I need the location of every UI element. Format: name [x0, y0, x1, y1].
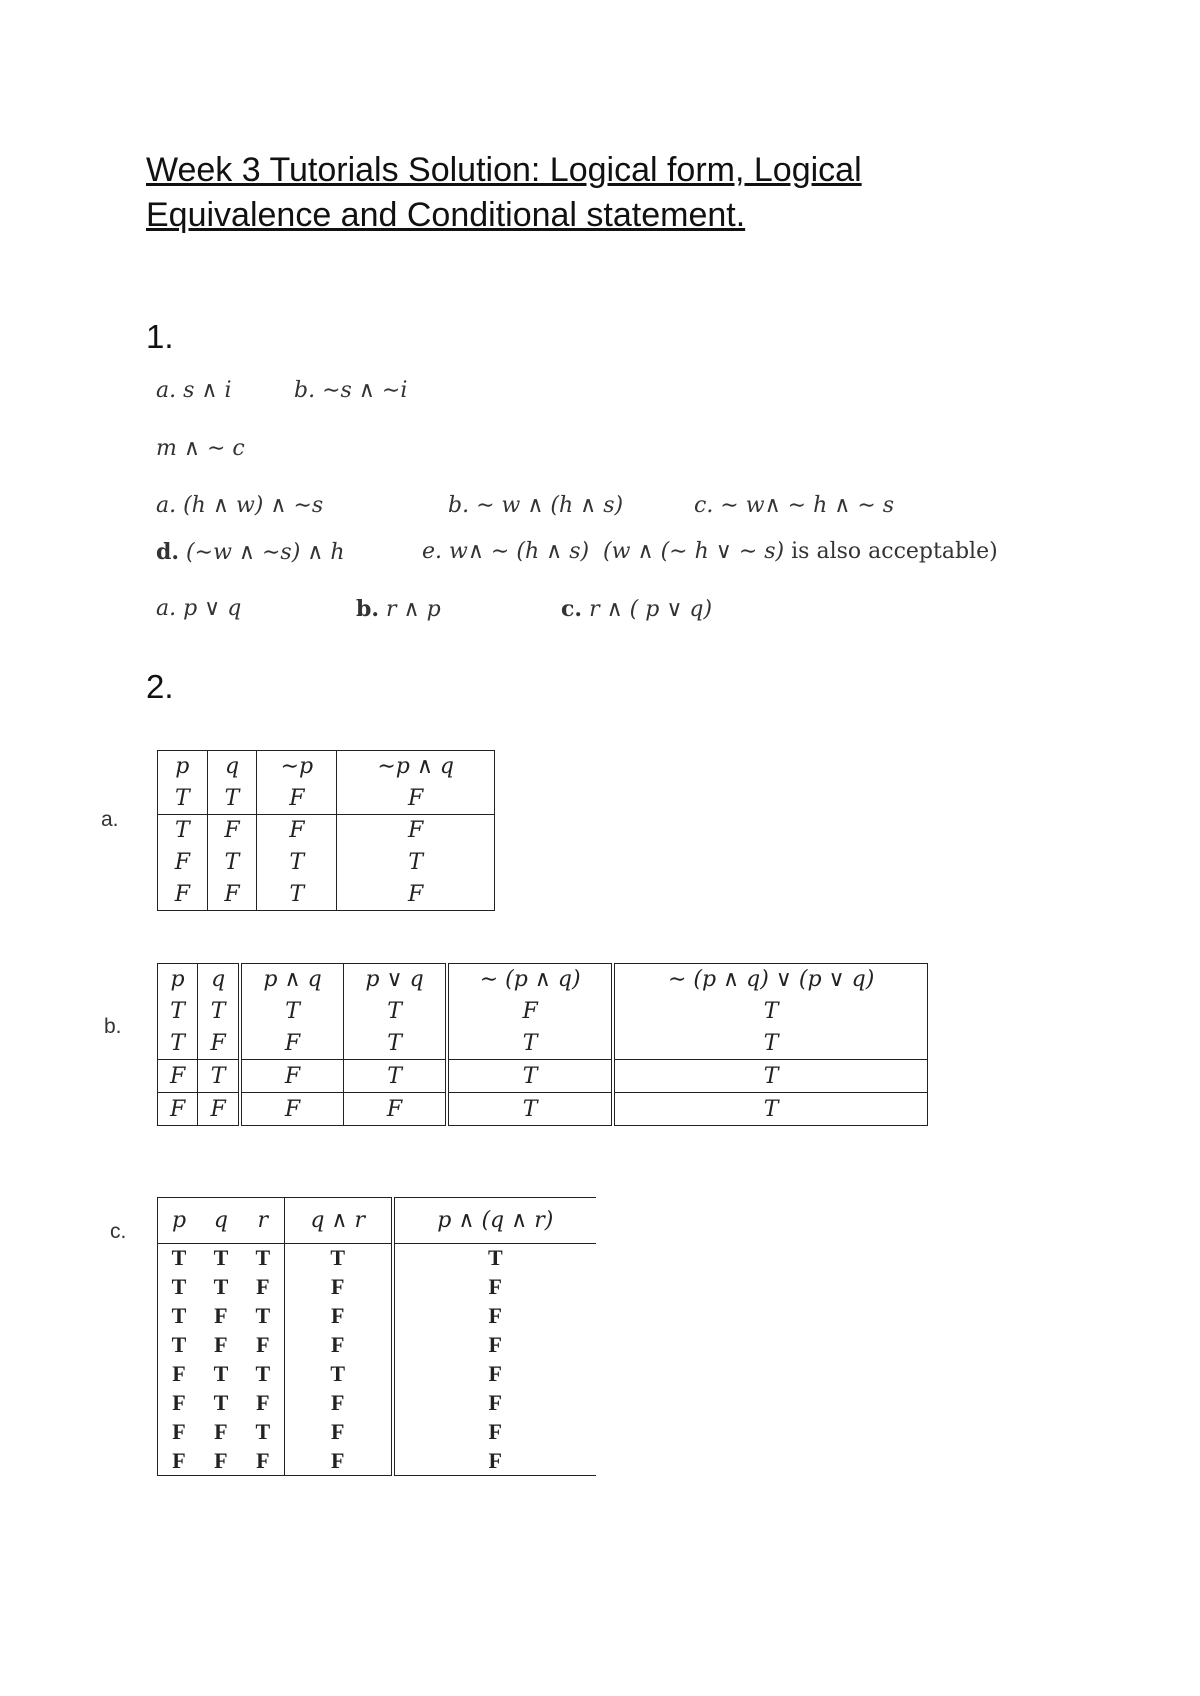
table-cell: F	[207, 878, 257, 910]
table-cell: F	[337, 815, 495, 847]
answer-1-3b: b. ∼ w ∧ (h ∧ s)	[448, 493, 624, 518]
answer-1-5b-expr: r ∧ p	[386, 597, 441, 622]
table-row	[158, 1243, 597, 1272]
document-title	[146, 148, 862, 238]
table-cell: F	[337, 783, 495, 815]
table-cell: T	[613, 1093, 927, 1126]
answer-1-4d	[156, 539, 345, 565]
answer-1-5a: a. p ∨ q	[156, 596, 242, 621]
table-cell: T	[447, 1093, 613, 1126]
table-cell: F	[158, 1060, 198, 1093]
table-cell: F	[198, 1028, 240, 1060]
table-cell: F	[158, 878, 208, 910]
table-cell: T	[213, 1274, 229, 1300]
table-cell: F	[240, 1060, 344, 1093]
table-header-row	[158, 751, 495, 783]
table-cell: T	[393, 1243, 596, 1272]
table-cell: q ∧ r	[284, 1198, 392, 1244]
table-cell: q	[200, 1198, 242, 1244]
table-row	[158, 847, 495, 879]
table-cell: F	[284, 1388, 392, 1417]
table-cell: T	[171, 1245, 187, 1271]
answer-1-5c	[561, 596, 712, 622]
table-cell: q	[207, 751, 257, 783]
title-line-2: Equivalence and Conditional statement.	[146, 196, 746, 234]
table-cell: T	[257, 847, 337, 879]
table-cell: F	[172, 1447, 186, 1473]
table-cell: T	[337, 847, 495, 879]
table-cell: T	[207, 847, 257, 879]
table-cell: ∼p ∧ q	[337, 751, 495, 783]
table-row	[158, 1446, 597, 1475]
table-cell: F	[214, 1303, 228, 1329]
label-d: d.	[156, 539, 180, 565]
table-cell: F	[172, 1360, 186, 1386]
table-cell: T	[447, 1028, 613, 1060]
table-cell: q	[198, 964, 240, 996]
table-cell: T	[158, 815, 208, 847]
table-cell: T	[344, 1028, 448, 1060]
table-cell: F	[284, 1273, 392, 1302]
table-cell: F	[393, 1359, 596, 1388]
table-cell: T	[284, 1243, 392, 1272]
table-cell: F	[337, 878, 495, 910]
answer-1-1a: a. s ∧ i	[156, 378, 232, 403]
truth-table-b	[157, 963, 928, 1126]
table-cell: T	[255, 1418, 271, 1444]
table-cell: T	[158, 783, 208, 815]
question-2-number: 2.	[146, 668, 174, 705]
table-header-row	[158, 1198, 597, 1244]
table-cell: F	[214, 1332, 228, 1357]
table-cell: F	[393, 1331, 596, 1360]
table-cell: F	[256, 1447, 270, 1473]
table-cell: T	[213, 1360, 229, 1386]
table-cell: T	[344, 1060, 448, 1093]
answer-1-3c: c. ∼ w∧ ∼ h ∧ ∼ s	[694, 493, 895, 518]
table-cell: r	[242, 1198, 285, 1244]
table-row	[158, 1331, 597, 1360]
table-cell: T	[344, 996, 448, 1028]
table-cell: T	[255, 1245, 271, 1271]
table-header-row	[158, 964, 928, 996]
table-row	[158, 1028, 928, 1060]
table-row	[158, 878, 495, 910]
table-cell: F	[284, 1417, 392, 1446]
table-cell: T	[213, 1389, 229, 1415]
table-cell: T	[257, 878, 337, 910]
table-row	[158, 783, 495, 815]
table-cell: T	[213, 1245, 229, 1271]
table-cell: F	[158, 1093, 198, 1126]
question-1-number: 1.	[146, 318, 174, 355]
table-row	[158, 1388, 597, 1417]
table-cell: F	[393, 1417, 596, 1446]
table-cell: F	[240, 1028, 344, 1060]
table-cell: p	[158, 964, 198, 996]
title-line-1: Week 3 Tutorials Solution: Logical form, Logical	[146, 151, 862, 189]
table-cell: F	[393, 1273, 596, 1302]
table-cell: F	[214, 1418, 228, 1444]
table-cell: F	[344, 1093, 448, 1126]
table-cell: p ∨ q	[344, 964, 448, 996]
table-cell: p ∧ (q ∧ r)	[393, 1198, 596, 1244]
answer-1-3a: a. (h ∧ w) ∧ ∼s	[156, 493, 324, 518]
table-cell: T	[158, 1028, 198, 1060]
table-cell: ∼ (p ∧ q) ∨ (p ∨ q)	[613, 964, 927, 996]
table-cell: p	[158, 751, 208, 783]
table-cell: T	[255, 1303, 271, 1329]
answer-1-5b	[356, 596, 441, 622]
table-row	[158, 1359, 597, 1388]
table-cell: T	[447, 1060, 613, 1093]
label-b: b.	[356, 596, 380, 622]
answer-1-5c-expr: r ∧ ( p ∨ q)	[589, 597, 713, 622]
table-cell: F	[284, 1331, 392, 1360]
table-cell: p ∧ q	[240, 964, 344, 996]
table-row	[158, 1417, 597, 1446]
answer-1-2: m ∧ ∼ c	[156, 436, 245, 461]
table-row	[158, 815, 495, 847]
table-cell: T	[284, 1359, 392, 1388]
table-row	[158, 1273, 597, 1302]
table-cell: T	[171, 1332, 187, 1357]
table-b-label: b.	[104, 1015, 122, 1038]
table-a-label: a.	[101, 808, 119, 831]
table-cell: F	[393, 1302, 596, 1331]
table-cell: F	[214, 1447, 228, 1473]
table-cell: T	[255, 1360, 271, 1386]
table-cell: F	[207, 815, 257, 847]
table-cell: ∼ (p ∧ q)	[447, 964, 613, 996]
table-row	[158, 1093, 928, 1126]
table-cell: p	[158, 1198, 201, 1244]
table-cell: F	[240, 1093, 344, 1126]
table-cell: F	[256, 1332, 270, 1357]
table-cell: T	[613, 1060, 927, 1093]
table-cell: F	[256, 1389, 270, 1415]
table-cell: F	[198, 1093, 240, 1126]
table-cell: F	[393, 1446, 596, 1475]
table-cell: F	[393, 1388, 596, 1417]
table-cell: F	[158, 847, 208, 879]
table-cell: F	[257, 815, 337, 847]
label-c: c.	[561, 596, 583, 622]
answer-1-1b: b. ∼s ∧ ∼i	[294, 378, 408, 403]
table-cell: T	[198, 996, 240, 1028]
answer-1-4e-note: is also acceptable)	[784, 539, 998, 564]
table-cell: F	[284, 1302, 392, 1331]
table-c-label: c.	[110, 1220, 127, 1243]
table-cell: F	[284, 1446, 392, 1475]
table-cell: T	[613, 996, 927, 1028]
table-row	[158, 1302, 597, 1331]
table-cell: F	[172, 1389, 186, 1415]
answer-1-4e-expr: e. w∧ ∼ (h ∧ s) (w ∧ (∼ h ∨ ∼ s)	[422, 539, 785, 564]
table-row	[158, 1060, 928, 1093]
table-cell: T	[158, 996, 198, 1028]
table-cell: F	[172, 1418, 186, 1444]
table-cell: T	[240, 996, 344, 1028]
table-row	[158, 996, 928, 1028]
table-cell: T	[198, 1060, 240, 1093]
table-cell: F	[256, 1274, 270, 1300]
table-cell: ∼p	[257, 751, 337, 783]
truth-table-a	[157, 750, 495, 911]
table-cell: T	[207, 783, 257, 815]
table-cell: F	[447, 996, 613, 1028]
answer-1-4d-expr: (∼w ∧ ∼s) ∧ h	[186, 540, 345, 565]
truth-table-c	[157, 1197, 596, 1476]
table-cell: T	[171, 1274, 187, 1300]
answer-1-4e	[422, 539, 998, 564]
table-cell: T	[171, 1303, 187, 1329]
table-cell: T	[613, 1028, 927, 1060]
table-cell: F	[257, 783, 337, 815]
